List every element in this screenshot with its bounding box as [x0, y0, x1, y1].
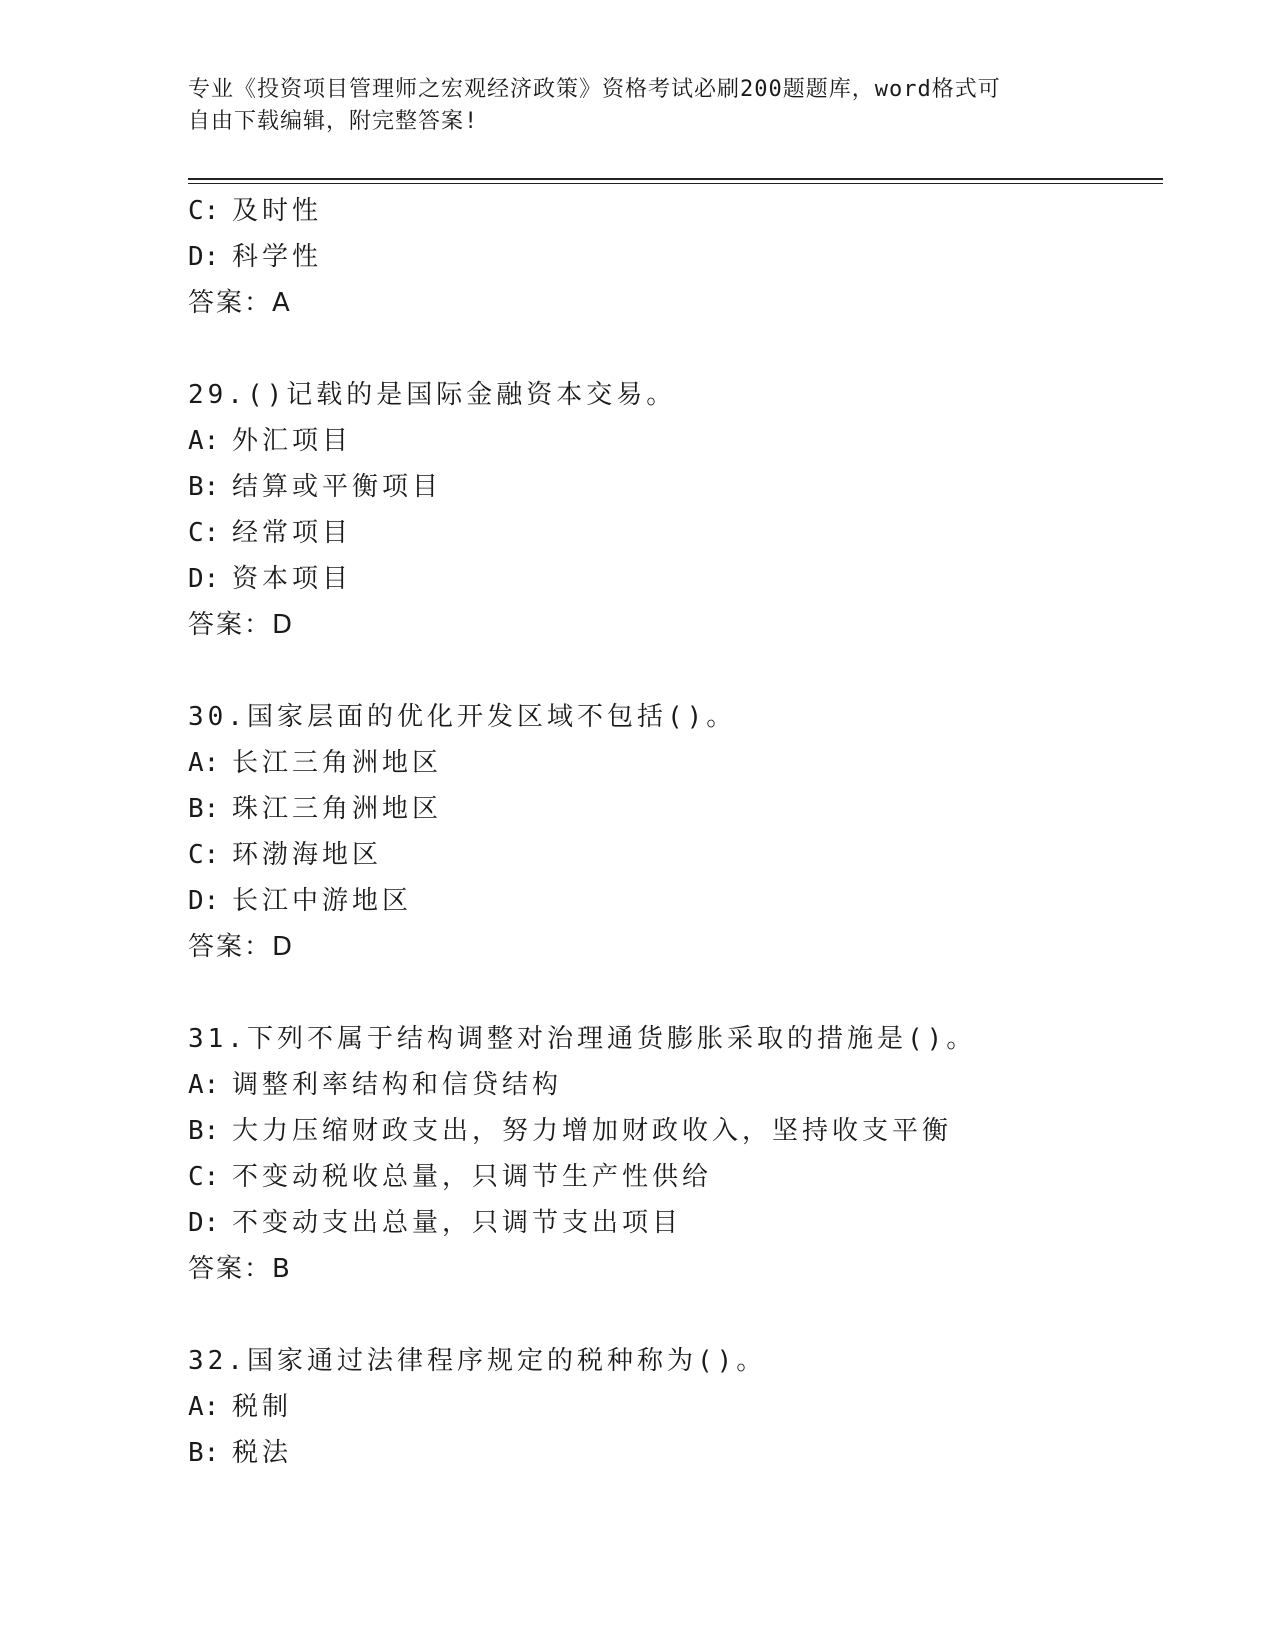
option-c: [188, 832, 1178, 878]
option-key: B:: [188, 472, 220, 502]
option-key: A:: [188, 748, 220, 778]
option-key: D:: [188, 242, 220, 272]
question-stem: 30.国家层面的优化开发区域不包括()。: [188, 702, 737, 732]
header-line-1: 专业《投资项目管理师之宏观经济政策》资格考试必刷200题题库，word格式可: [188, 77, 1001, 102]
option-c: [188, 1154, 1178, 1200]
option-text: 环渤海地区: [232, 840, 383, 870]
option-d: [188, 1200, 1178, 1246]
answer-line: 答案：D: [188, 610, 295, 640]
option-key: C:: [188, 840, 220, 870]
option-d: [188, 878, 1178, 924]
question-stem: 29.()记载的是国际金融资本交易。: [188, 380, 677, 410]
option-key: A:: [188, 426, 220, 456]
option-text: 结算或平衡项目: [232, 472, 443, 502]
answer-line: 答案：D: [188, 932, 295, 962]
option-c: [188, 510, 1178, 556]
question-list: [188, 188, 1178, 1476]
option-a: [188, 740, 1178, 786]
option-c: [188, 188, 1178, 234]
option-b: [188, 1108, 1178, 1154]
header-line-2: 自由下载编辑，附完整答案!: [188, 109, 479, 134]
option-key: D:: [188, 564, 220, 594]
option-key: C:: [188, 196, 220, 226]
option-a: [188, 1062, 1178, 1108]
option-b: [188, 786, 1178, 832]
option-d: [188, 556, 1178, 602]
answer-line: 答案：A: [188, 288, 292, 318]
option-key: B:: [188, 1116, 220, 1146]
option-text: 不变动支出总量，只调节支出项目: [232, 1208, 683, 1238]
option-text: 科学性: [232, 242, 323, 272]
header-divider: [188, 178, 1163, 184]
spacer: [188, 1292, 1178, 1338]
option-text: 及时性: [232, 196, 323, 226]
option-text: 外汇项目: [232, 426, 353, 456]
page-header: [188, 74, 1068, 138]
spacer: [188, 326, 1178, 372]
option-text: 不变动税收总量，只调节生产性供给: [232, 1162, 713, 1192]
option-key: C:: [188, 518, 220, 548]
option-a: [188, 1384, 1178, 1430]
option-text: 税制: [232, 1392, 293, 1422]
option-d: [188, 234, 1178, 280]
option-b: [188, 464, 1178, 510]
option-key: A:: [188, 1070, 220, 1100]
option-text: 调整利率结构和信贷结构: [232, 1070, 563, 1100]
option-a: [188, 418, 1178, 464]
spacer: [188, 648, 1178, 694]
option-text: 经常项目: [232, 518, 353, 548]
option-text: 资本项目: [232, 564, 353, 594]
option-key: B:: [188, 1438, 220, 1468]
option-b: [188, 1430, 1178, 1476]
question-stem: 31.下列不属于结构调整对治理通货膨胀采取的措施是()。: [188, 1024, 977, 1054]
question-stem: 32.国家通过法律程序规定的税种称为()。: [188, 1346, 767, 1376]
option-text: 大力压缩财政支出，努力增加财政收入，坚持收支平衡: [232, 1116, 953, 1146]
option-key: D:: [188, 886, 220, 916]
option-text: 长江中游地区: [232, 886, 413, 916]
option-key: B:: [188, 794, 220, 824]
option-text: 珠江三角洲地区: [232, 794, 443, 824]
option-text: 长江三角洲地区: [232, 748, 443, 778]
option-key: C:: [188, 1162, 220, 1192]
option-key: A:: [188, 1392, 220, 1422]
spacer: [188, 970, 1178, 1016]
option-key: D:: [188, 1208, 220, 1238]
answer-line: 答案：B: [188, 1254, 292, 1284]
option-text: 税法: [232, 1438, 293, 1468]
